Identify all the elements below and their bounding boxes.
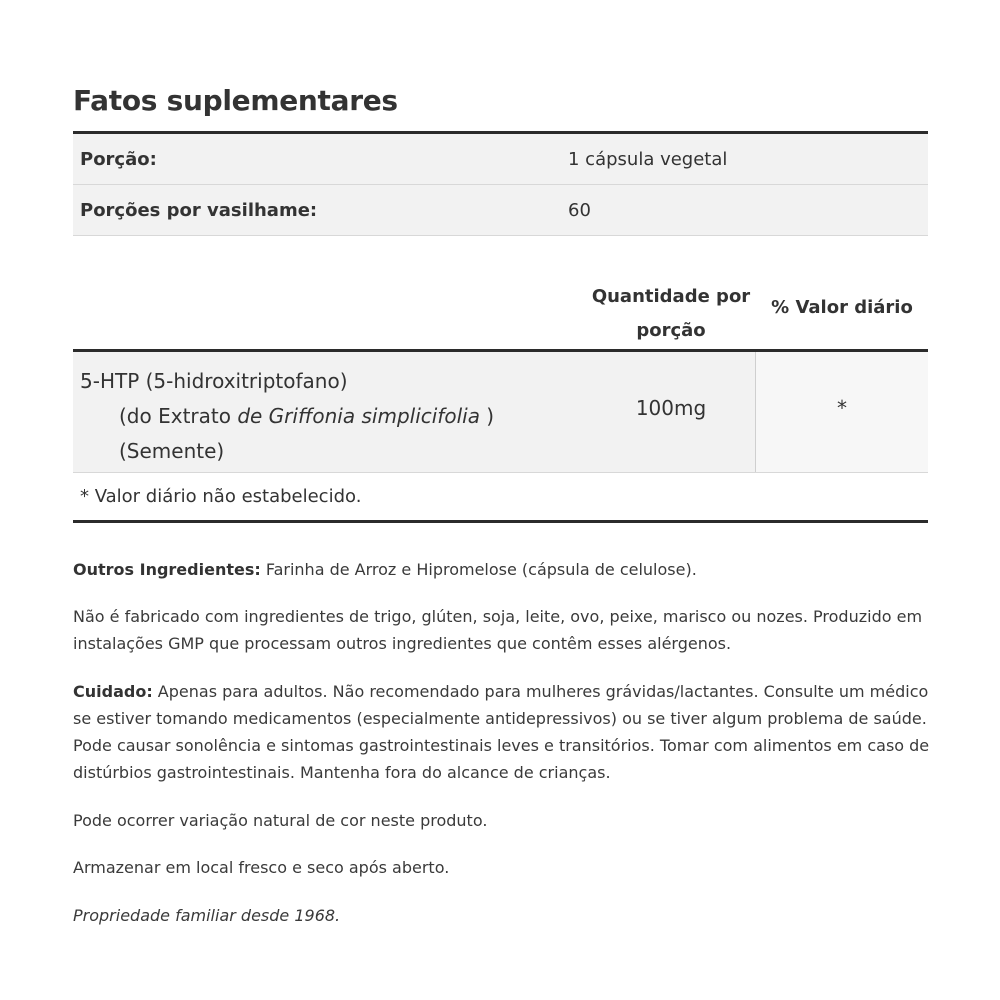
- daily-value-header: % Valor diário: [771, 297, 913, 318]
- caution-line3: Pode causar sonolência e sintomas gastrointestinais leves e transitórios. Tomar com alimentos em caso de: [73, 736, 930, 755]
- allergen-statement: [73, 603, 933, 657]
- servings-per-container-value: 60: [568, 200, 591, 221]
- nutrient-source-species: de Griffonia simplicifolia: [237, 404, 480, 428]
- nutrient-daily-value: *: [837, 396, 847, 420]
- family-owned-note: Propriedade familiar desde 1968.: [73, 906, 341, 925]
- nutrient-source-prefix: (do Extrato: [119, 404, 238, 428]
- page-title: Fatos suplementares: [73, 84, 398, 117]
- amount-header-line1: Quantidade por: [591, 286, 751, 307]
- allergen-line2: instalações GMP que processam outros ingredientes que contêm esses alérgenos.: [73, 634, 732, 653]
- footnote: * Valor diário não estabelecido.: [80, 486, 362, 507]
- other-ingredients-label: Outros Ingredientes:: [73, 560, 261, 579]
- serving-info-table: [73, 134, 928, 236]
- other-ingredients: [73, 556, 933, 583]
- nutrient-name: [80, 364, 494, 469]
- caution-line4: distúrbios gastrointestinais. Mantenha fora do alcance de crianças.: [73, 763, 611, 782]
- caution-line2: se estiver tomando medicamentos (especialmente antidepressivos) ou se tiver algum problema de saúde.: [73, 709, 927, 728]
- nutrient-table-header: [73, 276, 928, 348]
- nutrient-name-line3: (Semente): [119, 439, 225, 463]
- servings-per-container-label: Porções por vasilhame:: [80, 200, 318, 221]
- amount-header-line2: porção: [636, 320, 706, 341]
- nutrient-name-line1: 5-HTP (5-hidroxitriptofano): [80, 369, 348, 393]
- serving-size-label: Porção:: [80, 149, 157, 170]
- servings-per-container-row: [73, 185, 928, 236]
- storage-note: Armazenar em local fresco e seco após aberto.: [73, 858, 450, 877]
- caution-label: Cuidado:: [73, 682, 153, 701]
- caution-statement: [73, 678, 933, 786]
- caution-line1: Apenas para adultos. Não recomendado para mulheres grávidas/lactantes. Consulte um médico: [152, 682, 929, 701]
- serving-size-row: [73, 134, 928, 185]
- color-variation-note: Pode ocorrer variação natural de cor neste produto.: [73, 811, 488, 830]
- nutrient-name-line2: [80, 399, 494, 434]
- allergen-line1: Não é fabricado com ingredientes de trigo, glúten, soja, leite, ovo, peixe, marisco ou nozes. Produzido em: [73, 607, 923, 626]
- nutrient-row: [73, 352, 928, 473]
- nutrient-amount: 100mg: [635, 396, 707, 420]
- nutrient-source-suffix: ): [479, 404, 495, 428]
- other-ingredients-text: Farinha de Arroz e Hipromelose (cápsula de celulose).: [260, 560, 697, 579]
- serving-size-value: 1 cápsula vegetal: [568, 149, 728, 170]
- amount-per-serving-header: [583, 280, 759, 348]
- bottom-divider: [73, 520, 928, 523]
